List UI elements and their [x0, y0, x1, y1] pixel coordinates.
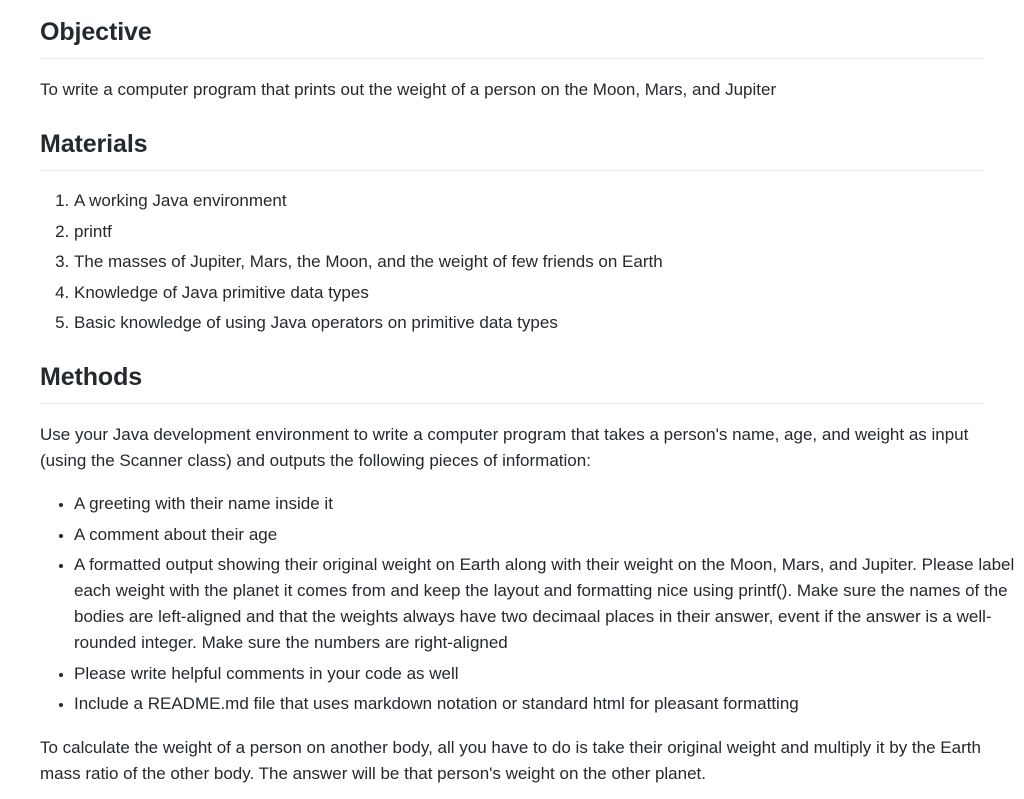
objective-text: To write a computer program that prints out the weight of a person on the Moon, Mars, and Jupiter — [40, 80, 777, 99]
materials-item: 5. Basic knowledge of using Java operators on primitive data types — [74, 310, 1018, 336]
methods-item: • A comment about their age — [74, 522, 1018, 548]
methods-item: • Please write helpful comments in your code as well — [74, 661, 1018, 687]
materials-heading: Materials — [40, 129, 984, 171]
objective-heading: Objective — [40, 17, 984, 59]
materials-item: 1. A working Java environment — [74, 188, 1018, 214]
methods-item: • A greeting with their name inside it — [74, 491, 1018, 517]
methods-item: • A formatted output showing their original weight on Earth along with their weight on the Moon, Mars, and Jupiter. Please label each weight with the planet it comes from and keep the layout and formatting nice using printf(). Make sure the names of the bodies are left-aligned and that the weights always have two decimaal places in their answer, event if the answer is a well-rounded integer. Make sure the numbers are right-aligned — [74, 552, 1018, 656]
materials-item: 3. The masses of Jupiter, Mars, the Moon, and the weight of few friends on Earth — [74, 249, 1018, 275]
methods-heading: Methods — [40, 362, 984, 404]
materials-item: 4. Knowledge of Java primitive data types — [74, 280, 1018, 306]
materials-list — [40, 188, 1018, 341]
methods-list — [40, 491, 1018, 722]
methods-item: • Include a README.md file that uses markdown notation or standard html for pleasant formatting — [74, 691, 1018, 717]
methods-closing: To calculate the weight of a person on another body, all you have to do is take their original weight and multiply it by the Earth mass ratio of the other body. The answer will be that person's weight on the other planet. — [40, 738, 981, 783]
materials-item: 2. printf — [74, 219, 1018, 245]
methods-intro: Use your Java development environment to write a computer program that takes a person's name, age, and weight as input (using the Scanner class) and outputs the following pieces of information: — [40, 425, 969, 470]
